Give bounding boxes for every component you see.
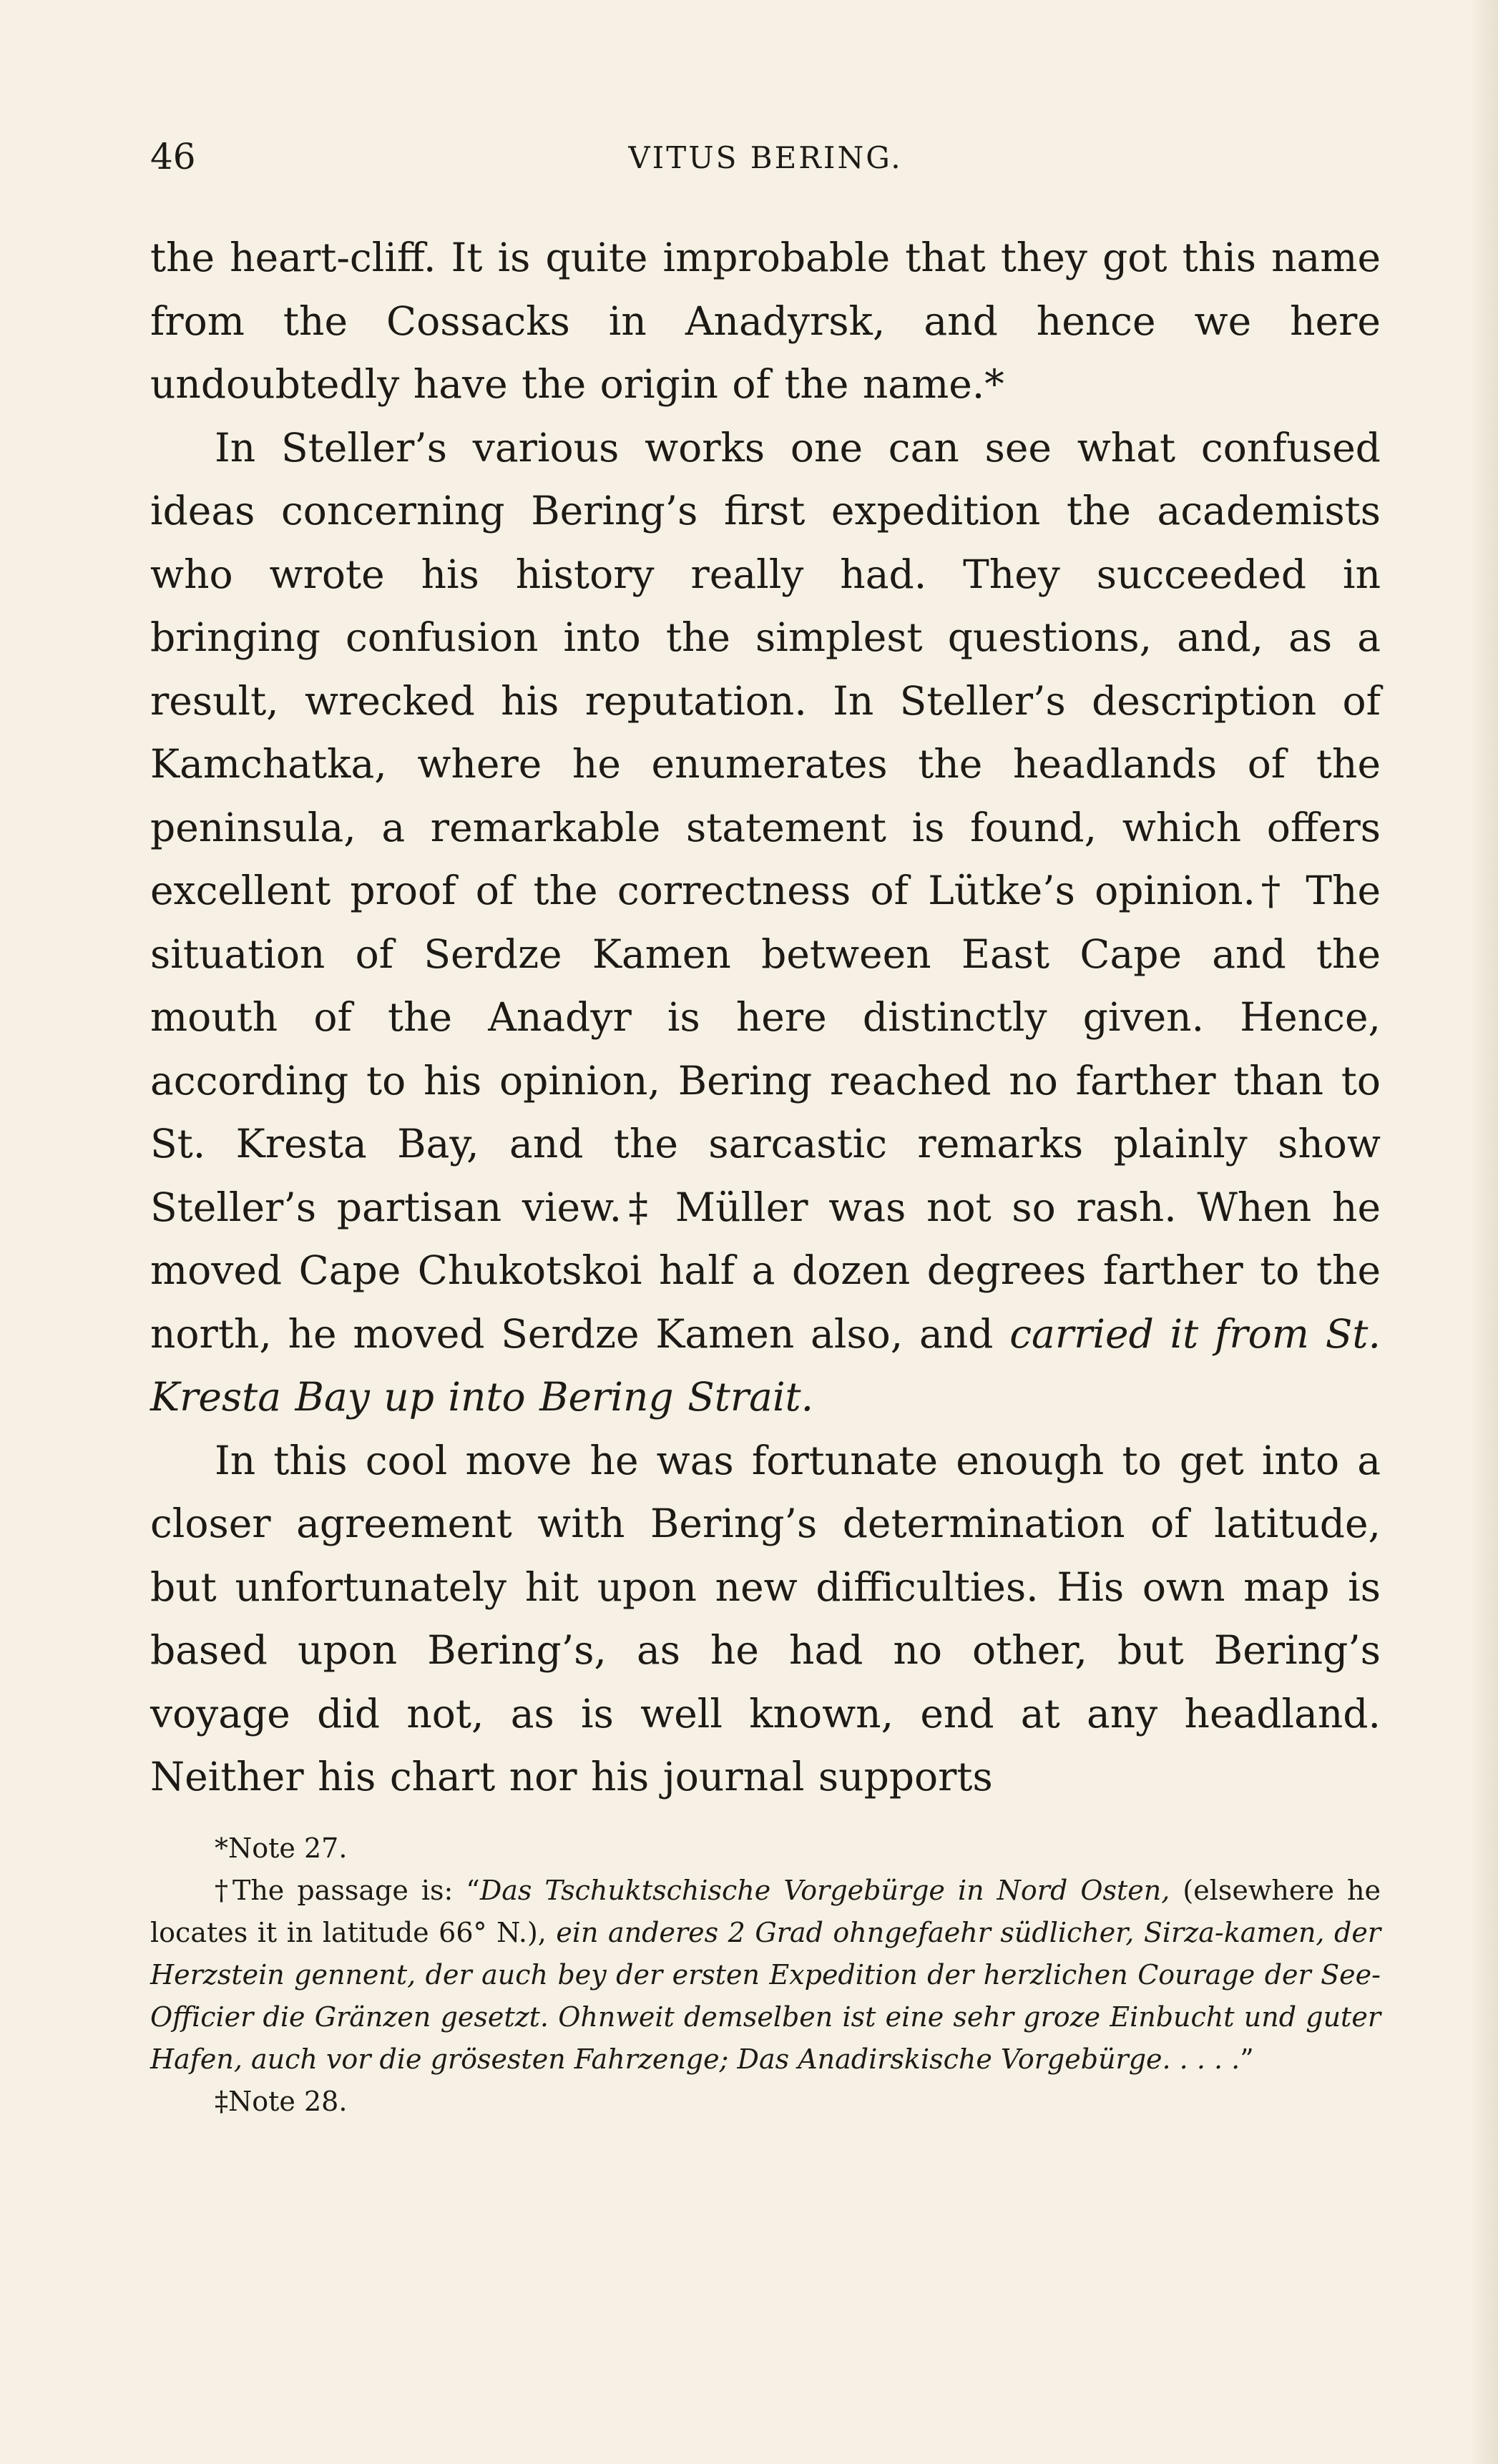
footnote-2-italic-2: ein anderes 2 Grad ohngefaehr südlicher, Sirza-kamen, der Herzstein gennent, der auch bey der ersten Expedition der herzlichen Courage der See-Officier die Gränzen gesetzt. Ohnweit demselben ist eine sehr groze Einbucht und guter Hafen, auch vor die grösesten Fahrzenge; Das Anadirskische Vorgebürge. . . . .	[150, 1916, 1381, 2075]
paragraph-2-text: In Steller’s various works one can see what confused ideas concerning Bering’s first expedition the academists who wrote his history really had. They succeeded in bringing confusion into the simplest questions, and, as a result, wrecked his reputation. In Steller’s description of Kamchatka, where he enumerates the headlands of the peninsula, a remarkable statement is found, which offers excellent proof of the correctness of Lütke’s opinion.† The situation of Serdze Kamen between East Cape and the mouth of the Anadyr is here distinctly given. Hence, according to his opinion, Bering reached no farther than to St. Kresta Bay, and the sarcastic remarks plainly show Steller’s partisan view.‡ Müller was not so rash. When he moved Cape Chukotskoi half a dozen degrees farther to the north, he moved Serdze Kamen also, and	[150, 424, 1381, 1357]
body-text	[150, 226, 1381, 1809]
running-head	[150, 136, 1381, 186]
footnote-2	[150, 1870, 1381, 2081]
footnote-3: ‡Note 28.	[215, 2085, 348, 2117]
paragraph-1: the heart-cliff. It is quite improbable that they got this name from the Cossacks in Anadyrsk, and hence we here undoubtedly have the origin of the name.*	[150, 235, 1381, 407]
running-title: VITUS BERING.	[628, 140, 903, 175]
paragraph-3: In this cool move he was fortunate enough to get into a closer agreement with Bering’s determination of latitude, but unfortunately hit upon new difficulties. His own map is based upon Bering’s, as he had no other, but Bering’s voyage did not, as is well known, end at any headland. Neither his chart nor his journal supports	[150, 1437, 1381, 1800]
footnotes	[150, 1827, 1381, 2123]
paragraph-2-italic: carried it from St. Kresta Bay up into Bering Strait.	[150, 1310, 1381, 1420]
footnote-2-prefix: †The passage is: “	[215, 1874, 480, 1906]
footnote-1: *Note 27.	[215, 1832, 348, 1864]
book-page	[150, 136, 1381, 2123]
page-number: 46	[150, 136, 196, 177]
footnote-2-suffix: ”	[1240, 2043, 1254, 2075]
footnote-2-roman-1: (elsewhere he locates it in latitude 66° N.),	[150, 1874, 1381, 1948]
footnote-2-italic-1: Das Tschuktschische Vorgebürge in Nord Osten,	[479, 1874, 1170, 1906]
paragraph-2	[150, 416, 1381, 1429]
page-edge-shadow	[1469, 0, 1498, 2464]
